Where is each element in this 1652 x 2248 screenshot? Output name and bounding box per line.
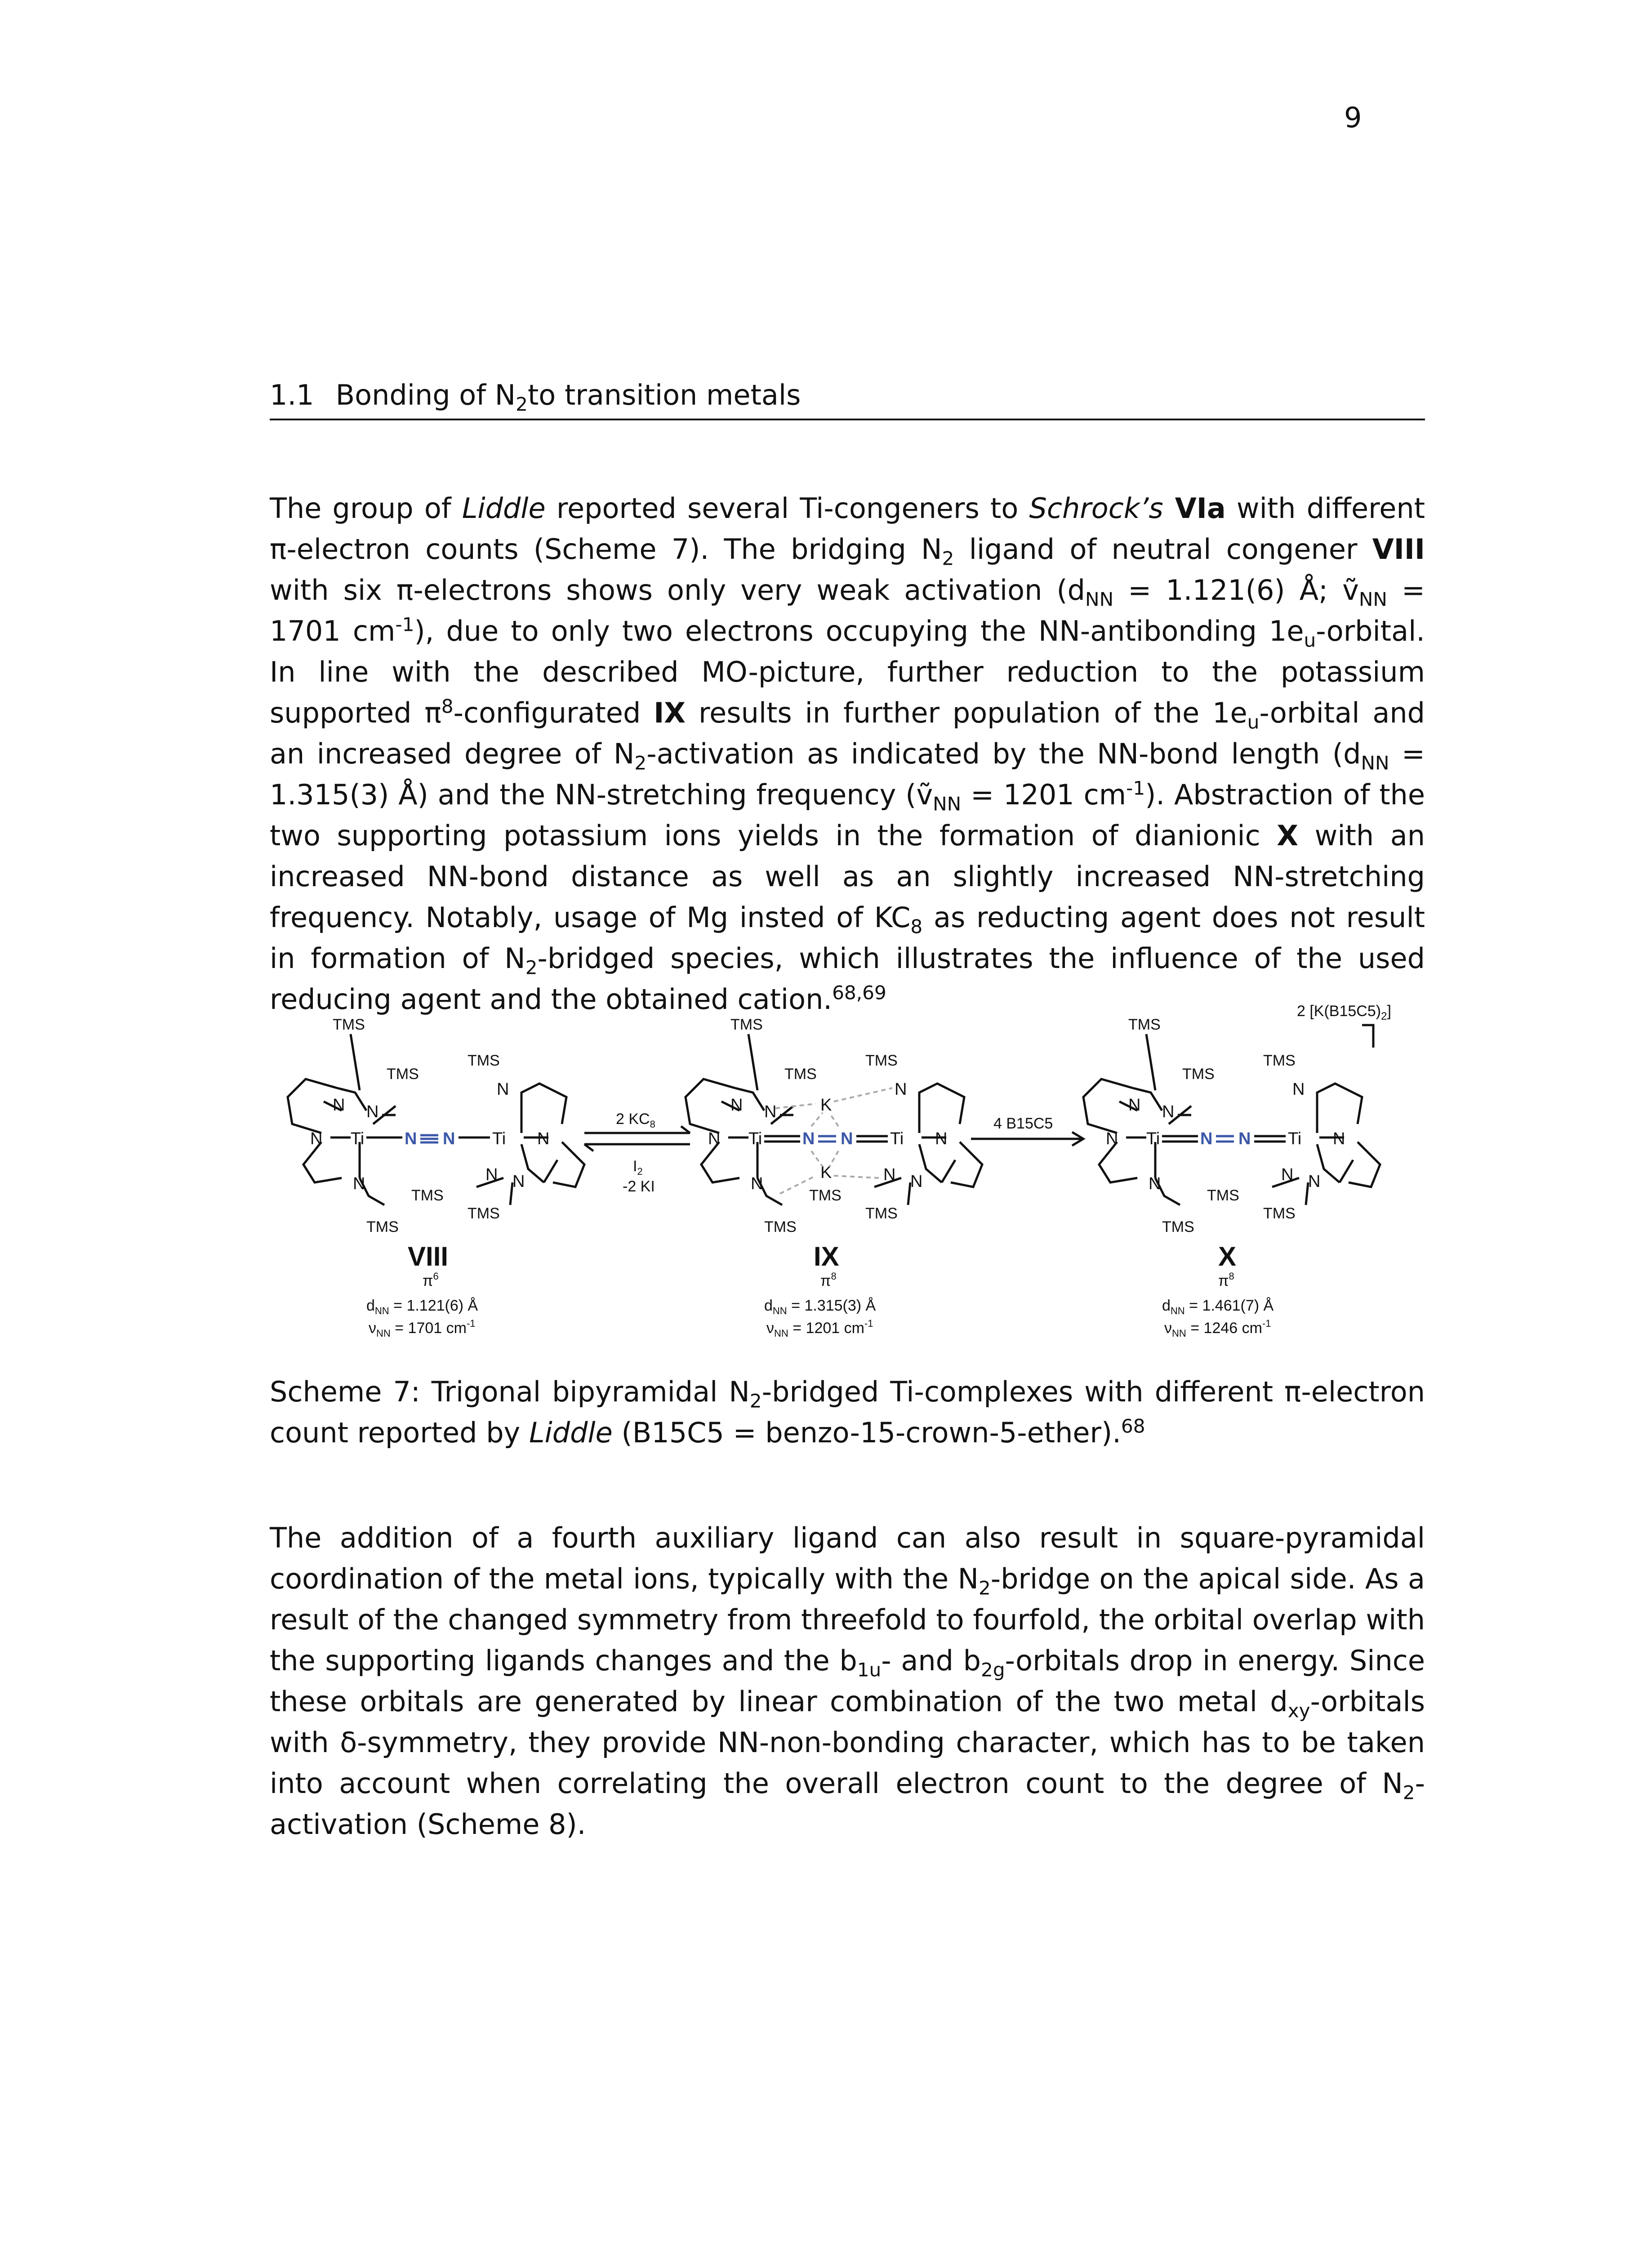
svg-text:π6: $\pi^6$ bbox=[423, 1271, 439, 1289]
vnn-viii: $\nu_{NN} = 1701$ $cm^{-1}$ bbox=[369, 1318, 476, 1339]
body-paragraph-1: The group of Liddle reported several Ti-congeners to Schrock’s VIa with different π-electron counts (Scheme 7). The bridging $N_2$ ligand of neutral congener VIII with six π-electrons shows only very weak activation ($d_{NN} = 1.121(6)$ Å; ṽ$_{NN}$ = 1701 $cm^{-1}$), due to only two electrons occupying the NN-antibonding $1e_u$-orbital. In line with the described MO-picture, further reduction to the potassium supported $\pi^8$-configurated IX results in further population of the $1e_u$-orbital and an increased degree of $N_2$-activation as indicated by the NN-bond length ($d_{NN} = 1.315(3)$ Å) and the NN-stretching frequency (ṽ$_{NN}$ = 1201 $cm^{-1}$). Abstraction of the two supporting potassium ions yields in the formation of dianionic X with an increased NN-bond distance as well as an slightly increased NN-stretching frequency. Notably, usage of Mg insted of $KC_8$ as reducting agent does not result in formation of $N_2$-bridged species, which illustrates the influence of the used reducing agent and the obtained cation.$^{68,69}$ bbox=[270, 492, 1425, 1016]
dnn-viii: $d_{NN} = 1.121(6)$ Å bbox=[366, 1297, 478, 1316]
svg-text:N: N bbox=[895, 1080, 907, 1099]
svg-text:N: N bbox=[883, 1165, 896, 1184]
svg-text:N: N bbox=[537, 1129, 550, 1148]
svg-text:N: N bbox=[1106, 1129, 1118, 1148]
page-number: 9 bbox=[1344, 101, 1362, 134]
svg-text:N: N bbox=[910, 1172, 923, 1191]
svg-text:N: N bbox=[405, 1129, 417, 1148]
vnn-x: $\nu_{NN} = 1246$ $cm^{-1}$ bbox=[1164, 1318, 1271, 1339]
charge-bracket bbox=[1362, 1025, 1373, 1048]
svg-text:Ti: Ti bbox=[351, 1129, 365, 1148]
svg-text:N: N bbox=[1200, 1129, 1213, 1148]
svg-text:TMS: TMS bbox=[1263, 1205, 1296, 1222]
svg-text:N: N bbox=[1333, 1129, 1345, 1148]
svg-text:N: N bbox=[1292, 1080, 1305, 1099]
svg-text:N: N bbox=[764, 1102, 777, 1121]
compound-viii-structure bbox=[288, 1016, 584, 1339]
svg-text:2 KC8: 2 $KC_8$ bbox=[616, 1111, 655, 1130]
svg-text:N: N bbox=[935, 1129, 948, 1148]
svg-text:N: N bbox=[730, 1096, 743, 1115]
vnn-ix: $\nu_{NN} = 1201$ $cm^{-1}$ bbox=[766, 1318, 873, 1339]
double-bond bbox=[1216, 1136, 1234, 1142]
svg-text:TMS: TMS bbox=[784, 1066, 817, 1083]
svg-text:TMS: TMS bbox=[809, 1187, 842, 1204]
svg-text:N: N bbox=[708, 1129, 721, 1148]
svg-text:N: N bbox=[751, 1174, 763, 1193]
svg-text:TMS: TMS bbox=[333, 1016, 365, 1033]
svg-text:N: N bbox=[1308, 1172, 1321, 1191]
svg-text:Ti: Ti bbox=[492, 1129, 506, 1148]
svg-text:Ti: Ti bbox=[1288, 1129, 1302, 1148]
svg-text:N: N bbox=[1149, 1174, 1161, 1193]
svg-text:N: N bbox=[841, 1129, 853, 1148]
dnn-x: $d_{NN} = 1.461(7)$ Å bbox=[1162, 1297, 1274, 1316]
svg-text:Ti: Ti bbox=[1146, 1129, 1160, 1148]
svg-text:TMS: TMS bbox=[1207, 1187, 1239, 1204]
compound-x-structure bbox=[1083, 1016, 1380, 1339]
svg-text:N: N bbox=[443, 1129, 455, 1148]
svg-text:π8: $\pi^8$ bbox=[820, 1271, 837, 1289]
running-head bbox=[270, 379, 1425, 420]
svg-text:N: N bbox=[512, 1172, 525, 1191]
svg-text:TMS: TMS bbox=[1263, 1052, 1296, 1069]
counterion-label: 2 $[K(B15C5)_2]$ bbox=[1297, 1003, 1391, 1022]
svg-text:TMS: TMS bbox=[1162, 1218, 1194, 1236]
svg-text:I2: $I_2$ bbox=[633, 1158, 643, 1177]
section-number: 1.1 bbox=[270, 379, 314, 411]
compound-label-viii: VIII bbox=[408, 1241, 449, 1271]
svg-text:TMS: TMS bbox=[411, 1187, 444, 1204]
double-bond bbox=[818, 1136, 836, 1142]
triple-bond bbox=[420, 1135, 438, 1142]
compound-label-x: X bbox=[1218, 1241, 1237, 1271]
svg-text:N: N bbox=[353, 1174, 365, 1193]
potassium-bottom: K bbox=[820, 1163, 832, 1182]
svg-text:-2 KI: -2 KI bbox=[623, 1178, 655, 1195]
svg-text:TMS: TMS bbox=[764, 1218, 797, 1236]
svg-text:N: N bbox=[1128, 1096, 1141, 1115]
svg-text:N: N bbox=[1238, 1129, 1251, 1148]
svg-text:TMS: TMS bbox=[387, 1066, 419, 1083]
equilibrium-arrow bbox=[584, 1111, 690, 1195]
svg-text:TMS: TMS bbox=[865, 1052, 898, 1069]
svg-text:π8: $\pi^8$ bbox=[1218, 1271, 1234, 1289]
section-title: Bonding of $N_2to$ transition metals bbox=[335, 379, 801, 415]
svg-text:N: N bbox=[1162, 1102, 1175, 1121]
reaction-arrow bbox=[971, 1115, 1083, 1146]
svg-text:N: N bbox=[1281, 1165, 1294, 1184]
svg-text:4 B15C5: 4 B15C5 bbox=[993, 1115, 1053, 1132]
svg-text:N: N bbox=[333, 1096, 345, 1115]
svg-text:N: N bbox=[310, 1129, 323, 1148]
dnn-ix: $d_{NN} = 1.315(3)$ Å bbox=[764, 1297, 876, 1316]
svg-text:TMS: TMS bbox=[366, 1218, 399, 1236]
svg-text:TMS: TMS bbox=[468, 1052, 500, 1069]
compound-ix-structure bbox=[686, 1016, 982, 1339]
svg-text:N: N bbox=[802, 1129, 815, 1148]
body-paragraph-2: The addition of a fourth auxiliary ligand can also result in square-pyramidal coordination of the metal ions, typically with the $N_2$-bridge on the apical side. As a result of the changed symmetry from threefold to fourfold, the orbital overlap with the supporting ligands changes and the $b_{1u}-$ and $b_{2g}$-orbitals drop in energy. Since these orbitals are generated by linear combination of the two metal $d_{xy}$-orbitals with δ-symmetry, they provide NN-non-bonding character, which has to be taken into account when correlating the overall electron count to the degree of $N_2$-activation (Scheme 8). bbox=[270, 1521, 1425, 1841]
svg-text:Ti: Ti bbox=[748, 1129, 762, 1148]
svg-text:N: N bbox=[366, 1102, 379, 1121]
compound-label-ix: IX bbox=[814, 1241, 839, 1271]
svg-text:TMS: TMS bbox=[1128, 1016, 1161, 1033]
scheme-7-figure bbox=[270, 989, 1425, 1358]
svg-text:TMS: TMS bbox=[865, 1205, 898, 1222]
svg-text:N: N bbox=[485, 1165, 498, 1184]
svg-text:TMS: TMS bbox=[468, 1205, 500, 1222]
svg-text:N: N bbox=[497, 1080, 509, 1099]
svg-text:Ti: Ti bbox=[890, 1129, 904, 1148]
scheme-7-drawing bbox=[270, 989, 1425, 1358]
svg-text:TMS: TMS bbox=[730, 1016, 763, 1033]
svg-text:TMS: TMS bbox=[1182, 1066, 1215, 1083]
scheme-caption: Scheme 7: Trigonal bipyramidal $N_2$-bridged Ti-complexes with different π-electron count reported by Liddle (B15C5 = benzo-15-crown-5-ether).$^{68}$ bbox=[270, 1375, 1425, 1449]
potassium-top: K bbox=[820, 1096, 832, 1115]
